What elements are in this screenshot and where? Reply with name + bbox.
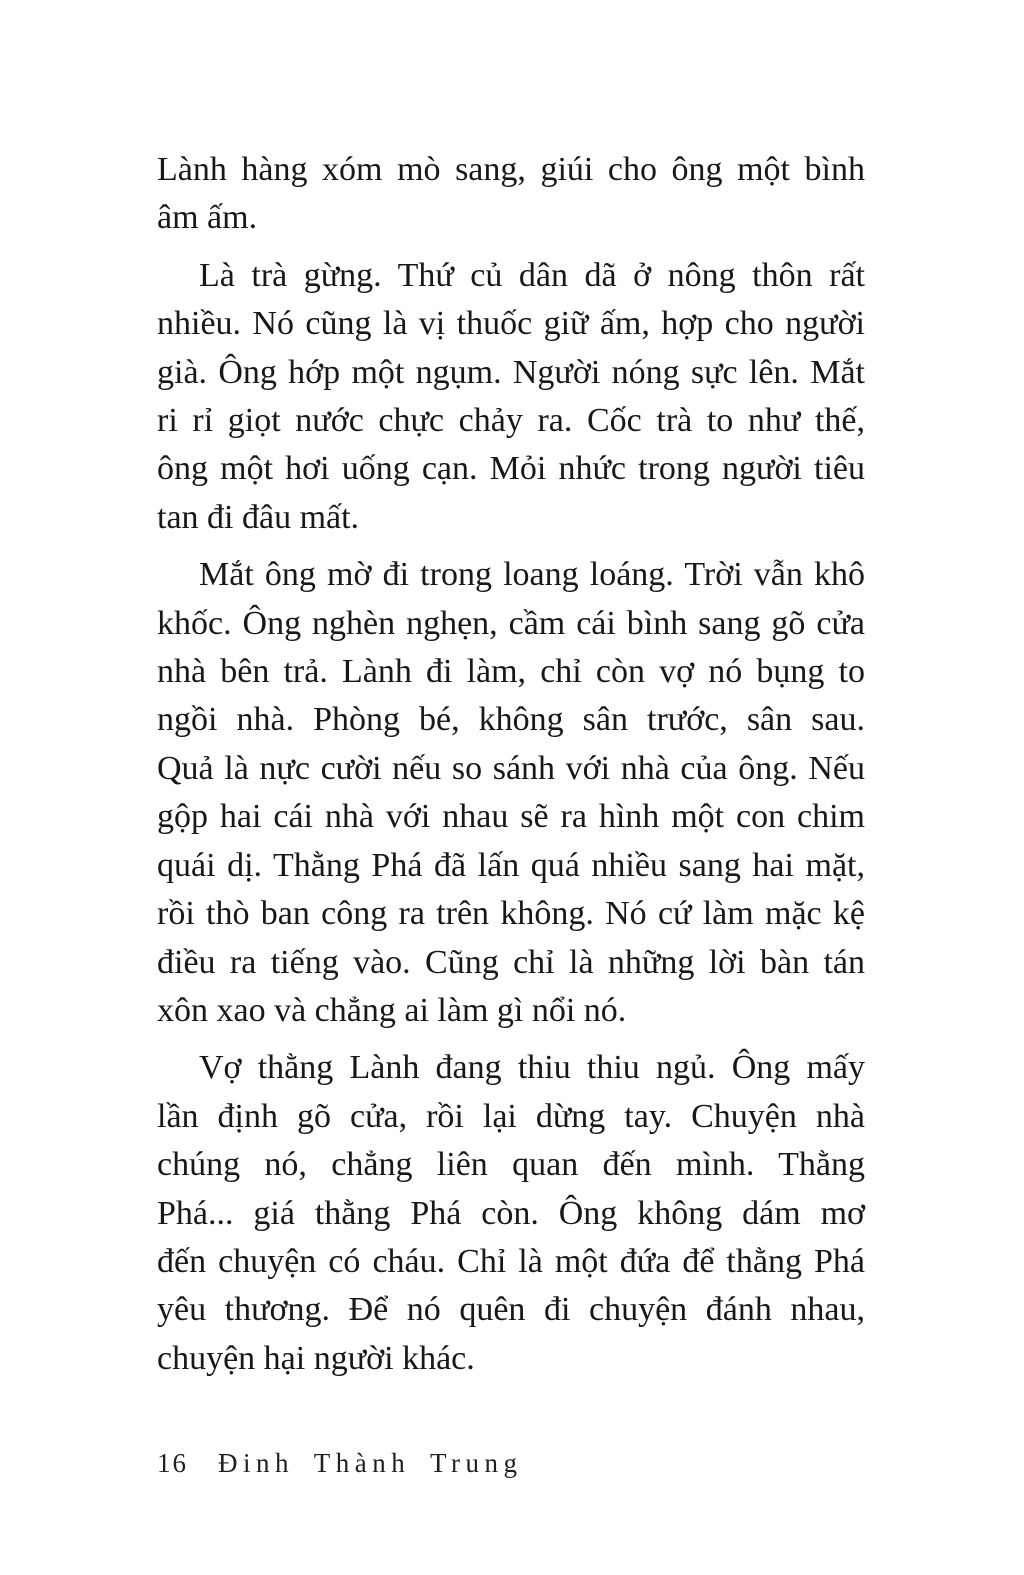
text-line: quái dị. Thằng Phá đã lấn quá nhiều sang hai mặt,	[157, 846, 865, 884]
text-line: ông một hơi uống cạn. Mỏi nhức trong người tiêu	[157, 450, 865, 488]
text-line: nhiều. Nó cũng là vị thuốc giữ ấm, hợp cho người	[157, 305, 865, 343]
text-line: rồi thò ban công ra trên không. Nó cứ làm mặc kệ	[157, 895, 865, 933]
text-line: lần định gõ cửa, rồi lại dừng tay. Chuyện nhà	[157, 1097, 865, 1135]
text-line: Vợ thằng Lành đang thiu thiu ngủ. Ông mấy	[199, 1049, 865, 1087]
text-line: yêu thương. Để nó quên đi chuyện đánh nhau,	[157, 1291, 865, 1329]
text-line: tan đi đâu mất.	[157, 498, 360, 536]
text-line: Quả là nực cười nếu so sánh với nhà của ông. Nếu	[157, 749, 865, 787]
text-line: gộp hai cái nhà với nhau sẽ ra hình một con chim	[157, 798, 865, 836]
paragraph	[157, 1044, 865, 1383]
running-footer-author: Đinh Thành Trung	[218, 1448, 523, 1478]
text-line: điều ra tiếng vào. Cũng chỉ là những lời bàn tán	[157, 943, 865, 981]
paragraph	[157, 551, 865, 1035]
text-line: Phá... giá thằng Phá còn. Ông không dám mơ	[157, 1194, 865, 1232]
text-line: Là trà gừng. Thứ củ dân dã ở nông thôn rất	[199, 256, 865, 294]
text-line: đến chuyện có cháu. Chỉ là một đứa để thằng Phá	[157, 1242, 865, 1280]
paragraph	[157, 252, 865, 542]
text-line: âm ấm.	[157, 199, 258, 237]
text-line: xôn xao và chẳng ai làm gì nổi nó.	[157, 991, 627, 1029]
text-line: Lành hàng xóm mò sang, giúi cho ông một bình	[157, 151, 865, 188]
page-text	[157, 146, 865, 1392]
text-line: nhà bên trả. Lành đi làm, chỉ còn vợ nó bụng to	[157, 653, 865, 691]
text-line: chuyện hại người khác.	[157, 1339, 475, 1377]
text-line: khốc. Ông nghèn nghẹn, cầm cái bình sang gõ cửa	[157, 604, 865, 642]
page-number: 16	[157, 1448, 188, 1478]
text-line: già. Ông hớp một ngụm. Người nóng sực lên. Mắt	[157, 353, 865, 391]
text-line: chúng nó, chẳng liên quan đến mình. Thằng	[157, 1146, 865, 1184]
text-line: ri rỉ giọt nước chực chảy ra. Cốc trà to như thế,	[157, 402, 865, 440]
paragraph	[157, 146, 865, 243]
text-line: Mắt ông mờ đi trong loang loáng. Trời vẫn khô	[199, 556, 865, 594]
page-footer	[157, 1448, 523, 1479]
text-line: ngồi nhà. Phòng bé, không sân trước, sân sau.	[157, 701, 865, 739]
